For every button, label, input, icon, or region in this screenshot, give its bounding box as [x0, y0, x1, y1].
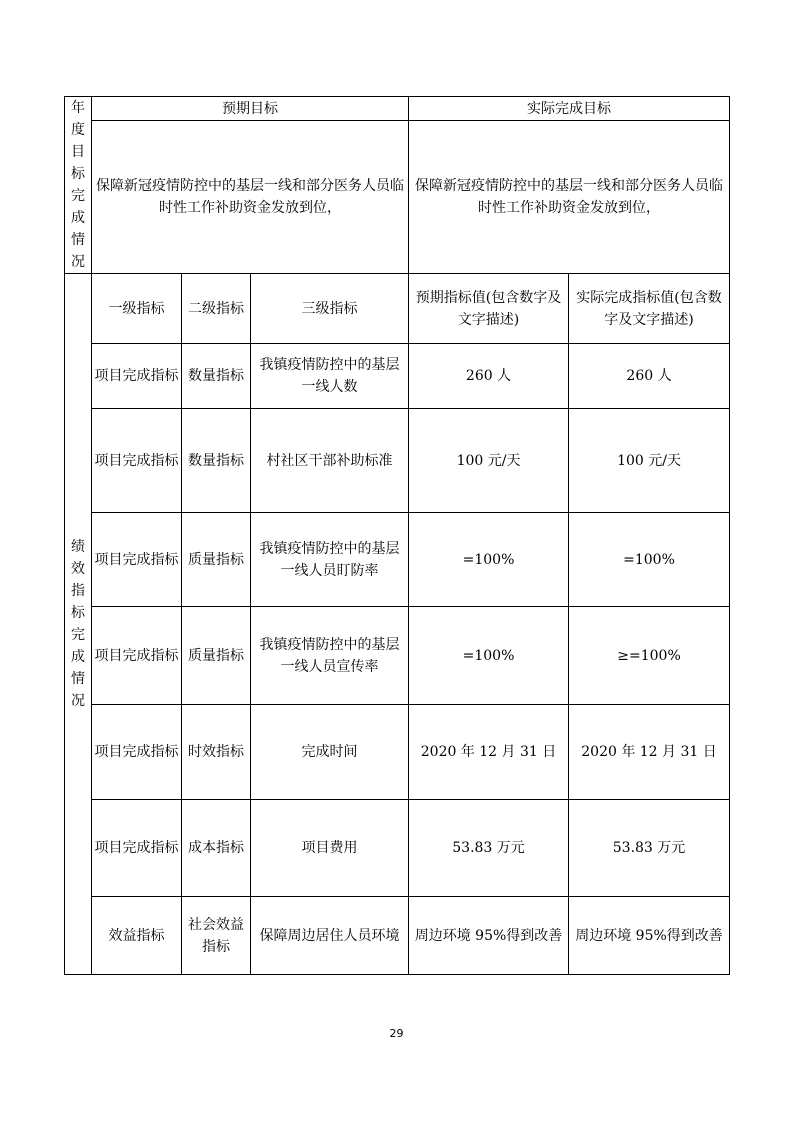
actual-value-cell: 2020 年 12 月 31 日 — [569, 705, 730, 800]
level1-header: 一级指标 — [92, 274, 182, 344]
level1-cell: 项目完成指标 — [92, 513, 182, 607]
table-row — [65, 513, 730, 607]
expected-value-cell: 100 元/天 — [409, 409, 569, 513]
table-row — [65, 607, 730, 705]
actual-goal-text: 保障新冠疫情防控中的基层一线和部分医务人员临时性工作补助资金发放到位， — [409, 121, 730, 274]
level1-cell: 效益指标 — [92, 897, 182, 975]
expected-value-cell: 260 人 — [409, 344, 569, 409]
table-row — [65, 897, 730, 975]
actual-value-cell: 53.83 万元 — [569, 800, 730, 897]
performance-side-label: 绩效指标完成情况 — [65, 274, 92, 975]
level2-header: 二级指标 — [182, 274, 251, 344]
level3-cell: 保障周边居住人员环境 — [251, 897, 409, 975]
level2-cell: 质量指标 — [182, 607, 251, 705]
level2-cell: 质量指标 — [182, 513, 251, 607]
level3-cell: 我镇疫情防控中的基层一线人数 — [251, 344, 409, 409]
actual-value-header: 实际完成指标值(包含数字及文字描述) — [569, 274, 730, 344]
actual-value-cell: ≥=100% — [569, 607, 730, 705]
level2-cell: 时效指标 — [182, 705, 251, 800]
level1-cell: 项目完成指标 — [92, 705, 182, 800]
annual-goal-content-row — [65, 121, 730, 274]
level3-cell: 村社区干部补助标准 — [251, 409, 409, 513]
expected-value-cell: =100% — [409, 607, 569, 705]
level3-cell: 我镇疫情防控中的基层一线人员盯防率 — [251, 513, 409, 607]
level1-cell: 项目完成指标 — [92, 607, 182, 705]
actual-value-cell: 260 人 — [569, 344, 730, 409]
annual-goal-header-row — [65, 97, 730, 121]
expected-value-cell: 2020 年 12 月 31 日 — [409, 705, 569, 800]
table-row — [65, 705, 730, 800]
level3-cell: 项目费用 — [251, 800, 409, 897]
level2-cell: 数量指标 — [182, 409, 251, 513]
expected-goal-text: 保障新冠疫情防控中的基层一线和部分医务人员临时性工作补助资金发放到位， — [92, 121, 409, 274]
table-row — [65, 800, 730, 897]
expected-value-cell: 53.83 万元 — [409, 800, 569, 897]
level1-cell: 项目完成指标 — [92, 409, 182, 513]
actual-value-cell: 周边环境 95%得到改善 — [569, 897, 730, 975]
actual-value-cell: =100% — [569, 513, 730, 607]
actual-value-cell: 100 元/天 — [569, 409, 730, 513]
expected-value-cell: =100% — [409, 513, 569, 607]
level1-cell: 项目完成指标 — [92, 800, 182, 897]
level2-cell: 成本指标 — [182, 800, 251, 897]
level1-cell: 项目完成指标 — [92, 344, 182, 409]
expected-goal-header: 预期目标 — [92, 97, 409, 121]
performance-table — [64, 96, 730, 975]
expected-value-header: 预期指标值(包含数字及文字描述) — [409, 274, 569, 344]
annual-goal-side-label: 年度目标完成情况 — [65, 97, 92, 274]
level3-cell: 完成时间 — [251, 705, 409, 800]
table-row — [65, 344, 730, 409]
page-number: 29 — [389, 1027, 404, 1040]
level2-cell: 社会效益指标 — [182, 897, 251, 975]
table-row — [65, 409, 730, 513]
level3-header: 三级指标 — [251, 274, 409, 344]
indicator-header-row — [65, 274, 730, 344]
level2-cell: 数量指标 — [182, 344, 251, 409]
actual-goal-header: 实际完成目标 — [409, 97, 730, 121]
level3-cell: 我镇疫情防控中的基层一线人员宣传率 — [251, 607, 409, 705]
expected-value-cell: 周边环境 95%得到改善 — [409, 897, 569, 975]
